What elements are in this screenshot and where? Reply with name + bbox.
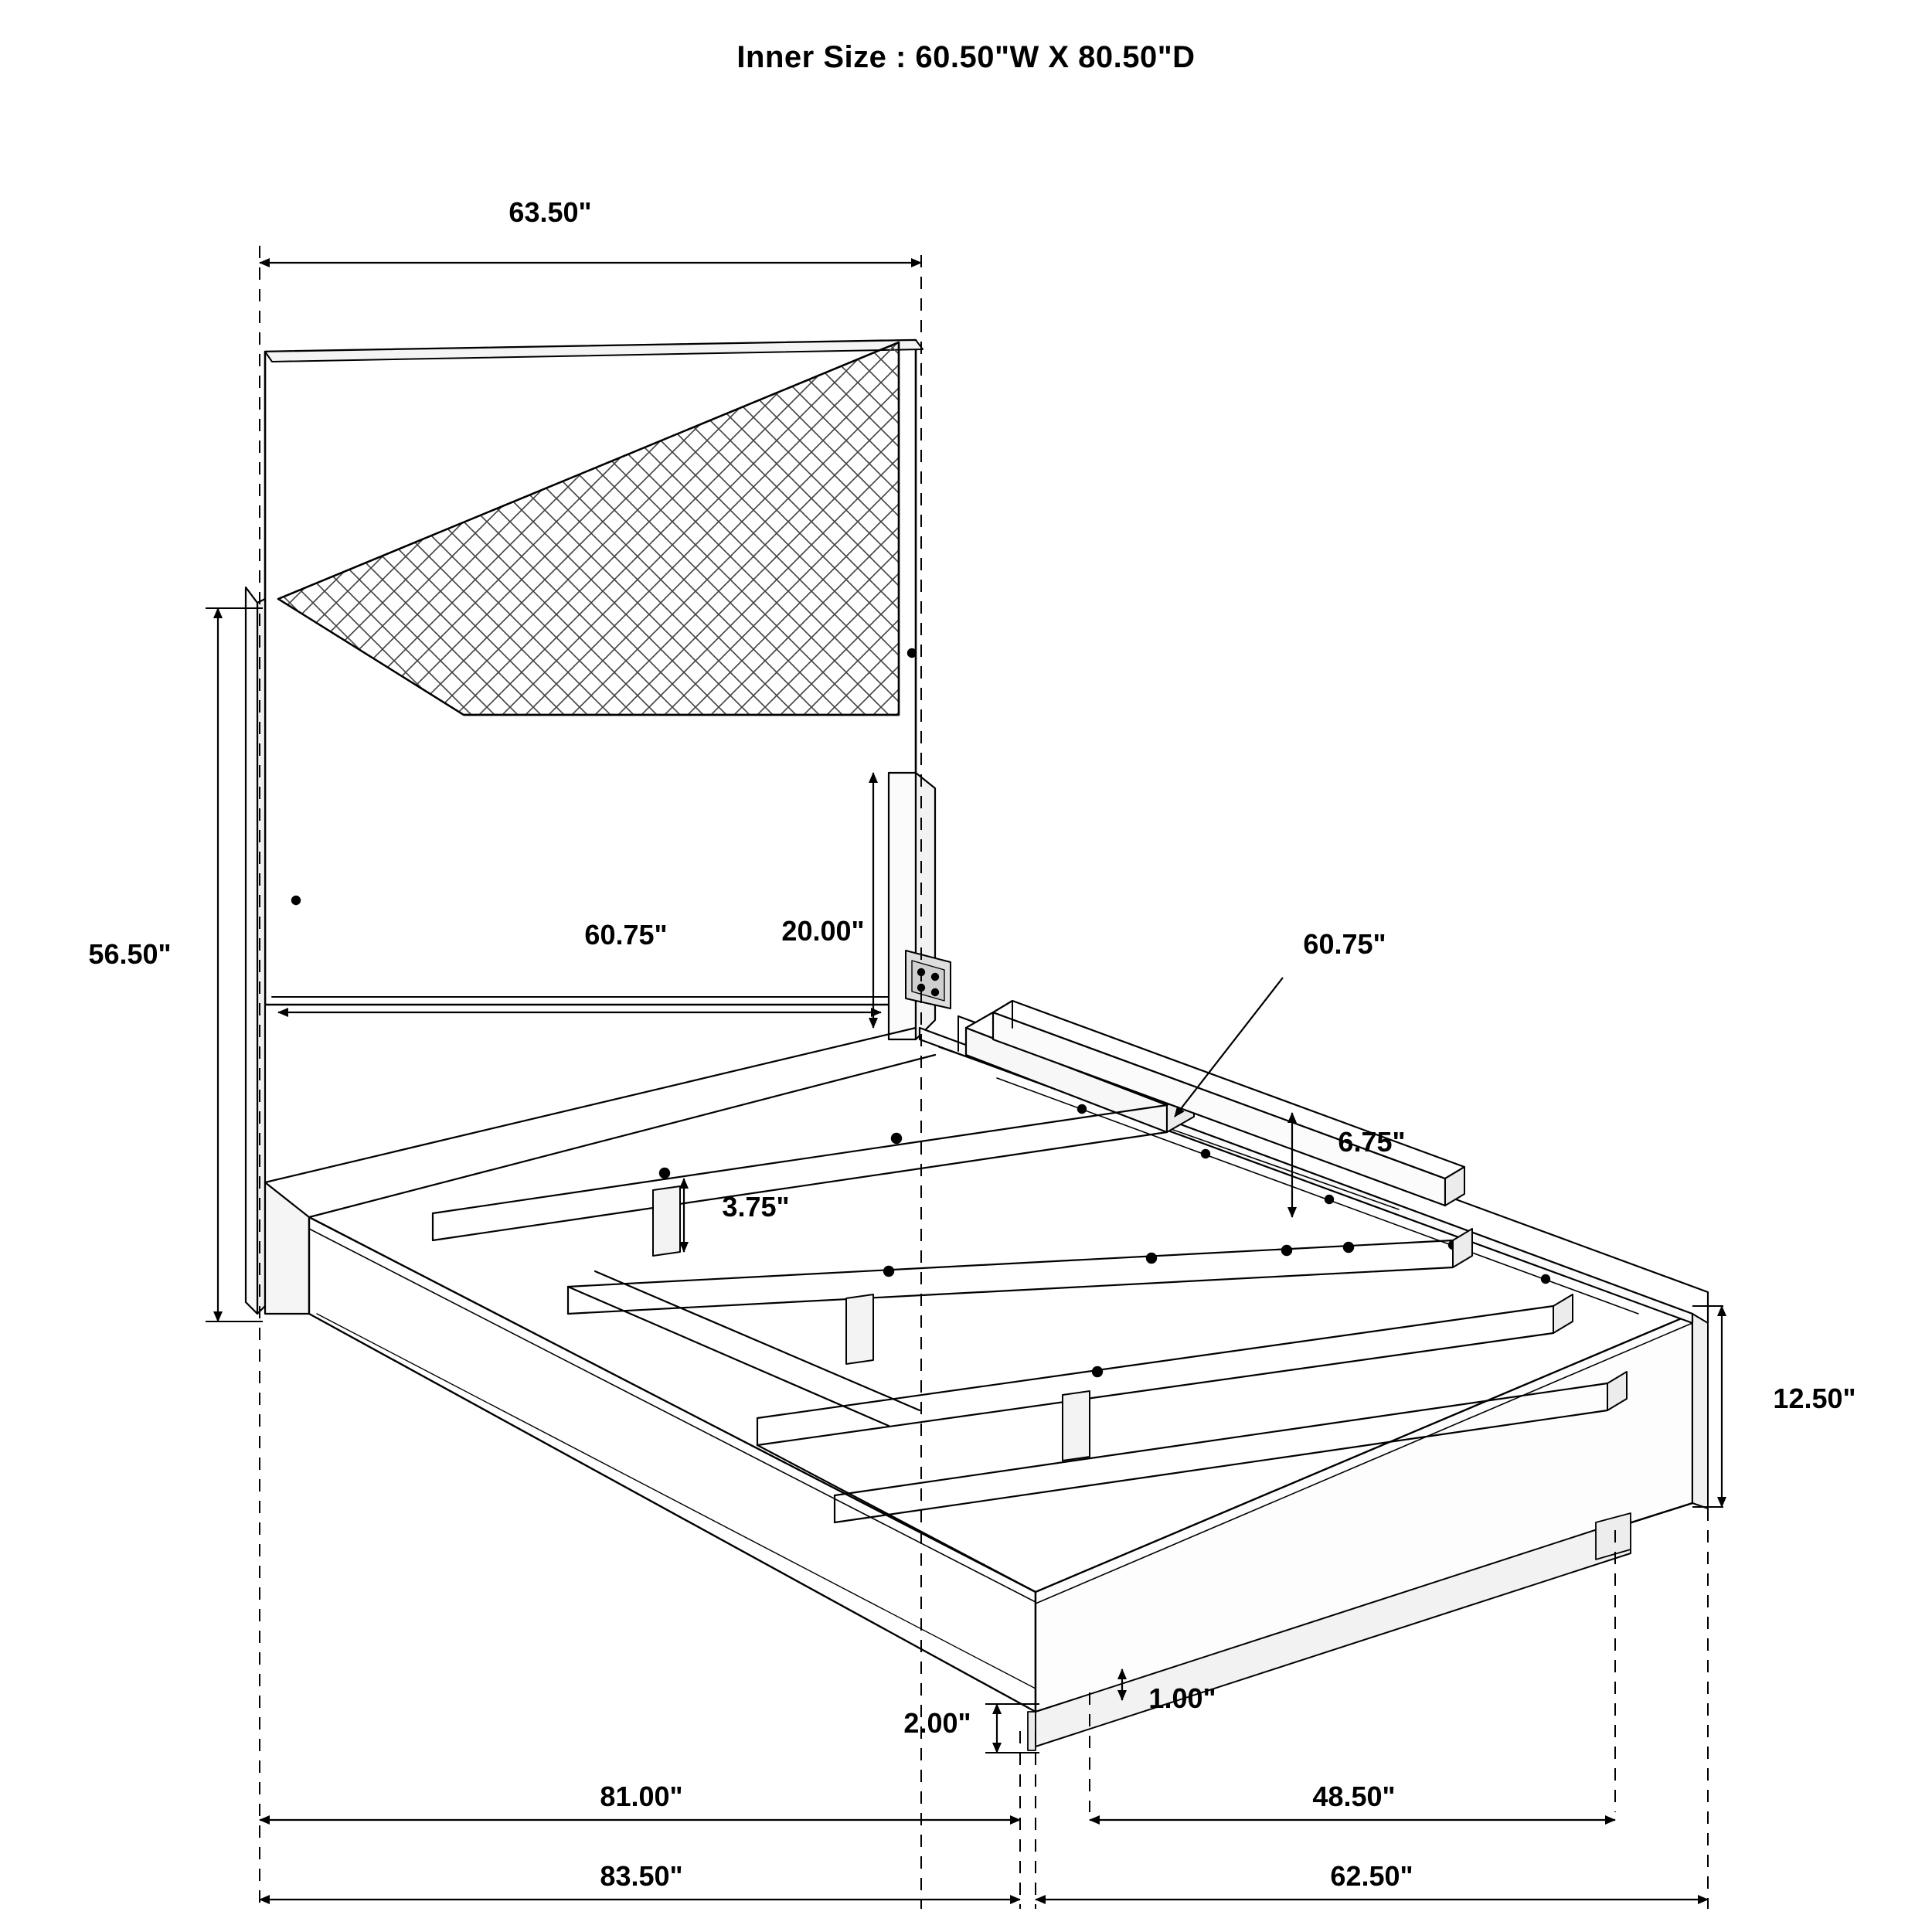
dimension-label-overall-height: 56.50" <box>88 938 172 970</box>
dimension-label-headboard-clearance: 20.00" <box>781 915 865 947</box>
dimension-label-bed-length-overall: 83.50" <box>600 1860 683 1892</box>
dimension-label-bed-length-inner: 81.00" <box>600 1781 683 1812</box>
dimension-label-footboard-height: 12.50" <box>1773 1383 1856 1414</box>
dimension-label-slat-support-width: 60.75" <box>1303 928 1386 960</box>
dimension-label-bed-width-overall: 62.50" <box>1330 1860 1413 1892</box>
dimension-label-rail-to-floor: 6.75" <box>1338 1126 1406 1158</box>
dimension-label-headboard-panel-width: 60.75" <box>584 919 668 951</box>
dimension-label-center-leg-height: 3.75" <box>722 1191 790 1223</box>
dimension-label-footboard-foot-inset: 1.00" <box>1148 1682 1216 1714</box>
dimension-label-headboard-width: 63.50" <box>509 196 592 228</box>
page-title: Inner Size : 60.50"W X 80.50"D <box>736 40 1196 74</box>
dimension-label-footboard-depth: 48.50" <box>1312 1781 1396 1812</box>
dimension-label-footboard-base-height: 2.00" <box>903 1707 971 1739</box>
